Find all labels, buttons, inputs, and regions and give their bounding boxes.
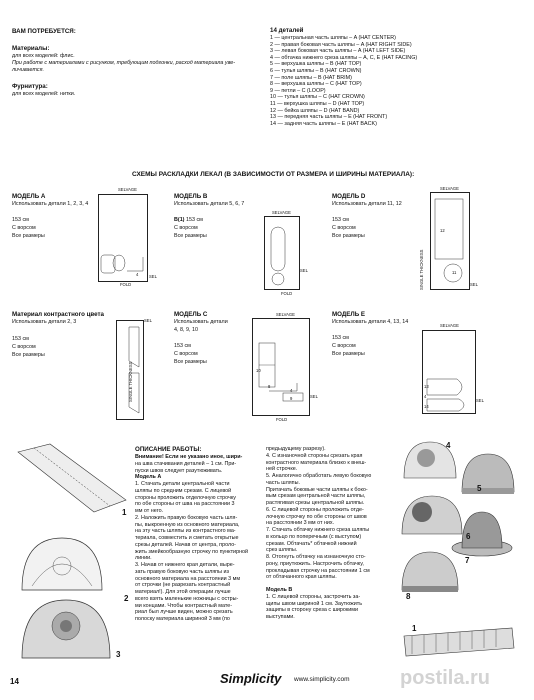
illustration-number-4: 4 [446,441,451,450]
model-b-title: МОДЕЛЬ В [174,193,208,200]
instruction-line: на расстоянии 3 мм от них. [266,520,335,527]
instructions-title: ОПИСАНИЕ РАБОТЫ: [135,446,202,453]
model-a-selvage-label: SELVAGE [118,187,137,192]
model-e-pattern-pieces [423,331,475,413]
model-c-n8: 8 [268,384,271,389]
model-d-width: 153 см [332,217,349,223]
model-c-parts-list: 4, 8, 9, 10 [174,327,198,333]
instruction-line: Притачать боковые части шляпы к боко- [266,486,368,493]
instruction-line: 8. Отогнуть обтачку на изнаночную сто- [266,554,366,560]
model-b-parts: Использовать детали 5, 6, 7 [174,201,245,207]
model-a-sel-label: SEL [149,274,157,279]
model-b-width [174,217,203,224]
instruction-line: пуски швов следует разутюживать. [135,467,223,474]
contrast-single-thickness: SINGLE THICKNESS [128,361,133,402]
model-b-sel-label: SEL [300,268,308,273]
model-a-parts: Использовать детали 1, 2, 3, 4 [12,201,89,207]
illustration-number-6: 6 [466,532,471,541]
materials-note-cont: личивается. [12,67,44,73]
instruction-line: основного материала на расстоянии 3 мм [135,575,241,582]
parts-list-item: 2 — правая боковая часть шляпы – A (HAT RIGHT SIDE) [270,41,412,48]
model-c-width: 153 см [174,343,191,349]
parts-list-item: 7 — поле шляпы – B (HAT BRIM) [270,74,352,81]
instruction-line: от строчки (не разрезать контрастный [135,582,231,589]
model-c-pattern-pieces [253,319,309,415]
instruction-line: 6. С лицевой стороны проложить отде- [266,506,364,513]
model-a-n4: 4 [136,272,139,277]
instruction-line: линии. [135,555,152,562]
model-a-title: МОДЕЛЬ А [12,193,46,200]
instruction-line: выступами. [266,614,295,620]
model-d-parts: Использовать детали 11, 12 [332,201,402,207]
model-e-parts: Использовать детали 4, 13, 14 [332,319,409,325]
parts-list-item: 1 — центральная часть шляпы – A (HAT CENTER) [270,35,396,41]
instruction-line: 1. С лицевой стороны, застрочить за- [266,593,361,600]
instruction-line: 7. Стачать обтачку нижнего среза шляпы [266,527,370,533]
instruction-line: пы, выкроенную из основного материала, [135,521,240,528]
model-c-n10: 10 [256,368,261,373]
parts-list [270,35,417,127]
instruction-line: материал!). Для этой операции лучше [135,589,231,595]
materials-heading: Материалы: [12,45,50,52]
model-c-n9: 9 [290,396,293,401]
instruction-line: шляпы по средним срезам. С лицевой [135,487,232,494]
instruction-line: щипы швом шириной 1 см. Заутюжить [266,600,363,607]
model-d-n11: 11 [452,270,457,275]
contrast-nap: С ворсом [12,344,36,350]
model-e-n14: 14 [424,404,429,409]
instruction-line: контрастного материала близко к внеш- [266,459,367,466]
model-c-fold-label: FOLD [276,417,288,422]
parts-list-item: 10 — тулья шляпы – C (HAT CROWN) [270,94,365,101]
instruction-line: рону, приутюжить. Настрочить обтачку, [266,560,364,567]
instruction-line: по обе стороны от шва на расстоянии 3 [135,501,235,508]
step-number-2: 2 [124,594,129,603]
instruction-line: срезы деталей. Начав от центра, проло- [135,541,236,548]
model-d-pattern-pieces [431,193,469,289]
model-b-width-prefix: B(1) [174,217,185,223]
materials-section-title: ВАМ ПОТРЕБУЕТСЯ: [12,28,76,35]
model-b-nap: С ворсом [174,225,198,231]
parts-list-item: 14 — задняя часть шляпы – E (HAT BACK) [270,120,377,127]
illustration-number-7: 7 [465,556,470,565]
instruction-line: часть шляпы. [266,479,300,486]
watermark: postila.ru [400,667,491,689]
instruction-line: 5. Аналогично обработать левую боковую [266,473,372,479]
instruction-line: Модель В [266,587,293,593]
materials-note: При работе с материалами с рисунком, требующим подгонки, расход материала уве- [12,60,236,66]
page-number: 14 [10,677,19,686]
model-c-sizes: Все размеры [174,359,207,365]
findings-heading: Фурнитура: [12,83,48,90]
model-d-layout-diagram [430,192,470,290]
parts-title: 14 деталей [270,27,304,34]
illustration-number-5: 5 [477,484,482,493]
model-e-n4: 4 [424,394,427,399]
instruction-line: срез шляпы. [266,547,298,554]
model-e-width: 153 см [332,335,349,341]
instruction-line: лочную строчку по обе стороны от швов [266,513,367,520]
model-c-title: МОДЕЛЬ С [174,311,208,318]
parts-list-item: 12 — бейка шляпы – D (HAT BAND) [270,107,360,114]
model-b-pattern-pieces [265,217,299,289]
model-d-nap: С ворсом [332,225,356,231]
model-c-layout-diagram [252,318,310,416]
model-a-fold-label: FOLD [120,282,132,287]
parts-list-item: 5 — верхушка шляпы – B (HAT TOP) [270,61,362,68]
contrast-parts: Использовать детали 2, 3 [12,319,77,325]
instruction-line: зать правую боковую часть шляпы из [135,568,229,575]
model-d-sizes: Все размеры [332,233,365,239]
model-e-sel-label: SEL [476,398,484,403]
parts-list-item: 11 — верхушка шляпы – D (HAT TOP) [270,100,365,107]
contrast-sel-label: SEL [144,318,152,323]
model-d-title: МОДЕЛЬ D [332,193,366,200]
parts-list-item: 3 — левая боковая часть шляпы – A (HAT LEFT SIDE) [270,48,406,55]
instruction-line: мм от него. [135,508,164,514]
model-c-sel-label: SEL [310,394,318,399]
model-b-layout-diagram [264,216,300,290]
parts-list-item: 8 — верхушка шляпы – C (HAT TOP) [270,81,362,88]
parts-list-item: 9 — петли – C (LOOP) [270,87,326,94]
instruction-line: ми концами. Чтобы контрастный мате- [135,602,233,609]
parts-list-item: 6 — тулья шляпы – B (HAT CROWN) [270,67,362,74]
step-number-3: 3 [116,650,121,659]
model-d-single-thickness: SINGLE THICKNESS [419,249,424,290]
instruction-line: всего взять маленькие ножницы с остры- [135,595,239,602]
instruction-line: 4. С изнаночной стороны срезать края [266,452,363,459]
model-b-fold-label: FOLD [281,291,293,296]
model-e-n13: 13 [424,384,429,389]
instruction-line: 3. Начав от нижнего края детали, выре- [135,562,235,568]
model-c-n4: 4 [290,388,293,393]
instruction-line: 2. Наложить правую боковую часть шля- [135,514,238,521]
layout-schemes-title: СХЕМЫ РАСКЛАДКИ ЛЕКАЛ (В ЗАВИСИМОСТИ ОТ РАЗМЕРА И ШИРИНЫ МАТЕРИАЛА): [132,171,415,178]
model-c-selvage-label: SELVAGE [276,312,295,317]
model-b-width-value: 153 см [185,217,203,223]
model-d-n12: 12 [440,228,445,233]
model-e-title: МОДЕЛЬ Е [332,311,366,318]
model-b-sizes: Все размеры [174,233,207,239]
instruction-line: Модель А [135,474,162,481]
instruction-line: стороны проложить отделочную строчку [135,494,236,501]
instruction-line: териала, совместить и сметать открытые [135,535,239,541]
instruction-line: в кольцо по поперечным (с выступом) [266,533,362,540]
model-a-width: 153 см [12,217,29,223]
parts-list-item: 4 — обтачка нижнего среза шляпы – A, C, E (HAT FACING) [270,54,418,61]
parts-list-item: 13 — передняя часть шляпы – E (HAT FRONT) [270,114,388,121]
instruction-line: 1. Стачать детали центральной части [135,481,230,487]
brand-logo: Simplicity [220,671,282,686]
model-d-selvage-label: SELVAGE [440,186,459,191]
model-e-nap: С ворсом [332,343,356,349]
instruction-line: Внимание! Если не указано иное, шири- [135,454,243,460]
model-a-sizes: Все размеры [12,233,45,239]
instruction-line: предыдущему разрезу). [266,446,326,452]
instruction-line: растягивая срезы центральной шляпы. [266,500,365,506]
model-d-sel-label: SEL [470,282,478,287]
contrast-width: 153 см [12,336,29,342]
illustration-number-8: 8 [406,592,411,601]
model-a-layout-diagram [98,194,148,282]
instruction-line: полоску материала шириной 3 мм (по [135,616,230,622]
model-c-nap: С ворсом [174,351,198,357]
instruction-line: срезам. Обтачать* обтачкой нижний [266,540,357,547]
instruction-line: на шва стачивания деталей – 1 см. При- [135,460,237,467]
contrast-sizes: Все размеры [12,352,45,358]
illustration-number-1-model-b: 1 [412,624,417,633]
instructions-column-2 [266,446,394,621]
materials-line: для всех моделей: флис. [12,53,75,59]
instruction-line: риал был лучше виден, можно срезать [135,609,233,616]
step-number-1: 1 [122,508,127,517]
finished-hats-illustrations [396,438,522,676]
instruction-line: защипы в сторону среза с широкими [266,607,358,614]
instruction-line: ней строчке. [266,466,298,473]
instruction-line: прокладывая строчку на расстоянии 1 см [266,567,370,574]
model-a-nap: С ворсом [12,225,36,231]
instructions-column-1 [135,454,259,623]
contrast-title: Материал контрастного цвета [12,311,104,318]
model-e-layout-diagram [422,330,476,414]
brand-url[interactable]: www.simplicity.com [294,676,350,683]
findings-line: для всех моделей: нитки. [12,91,76,97]
model-e-sizes: Все размеры [332,351,365,357]
instruction-line: жить змейкообразную строчку по пунктирной [135,548,249,555]
model-e-selvage-label: SELVAGE [440,323,459,328]
instruction-line: от обтачанного края шляпы. [266,574,337,581]
instruction-line: на эту часть шляпы из контрастного ма- [135,528,236,535]
model-a-step-illustrations [14,440,132,660]
model-c-parts: Использовать детали [174,319,228,325]
model-a-pattern-pieces [99,195,147,281]
instruction-line: вым срезам центральной части шляпы, [266,493,366,500]
model-b-selvage-label: SELVAGE [272,210,291,215]
